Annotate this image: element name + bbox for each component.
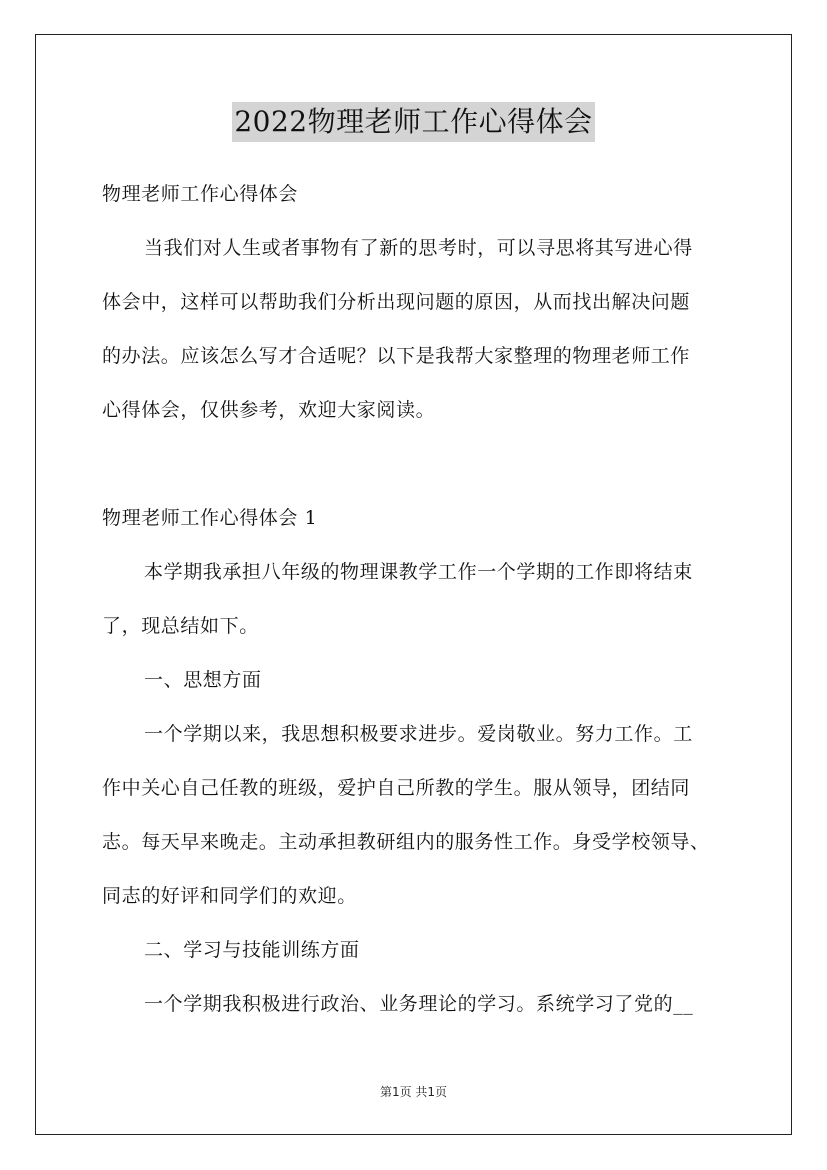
heading-thought: 一、思想方面 [144,669,262,691]
page-footer: 第1页 共1页 [379,1085,448,1099]
paragraph-line: 同志的好评和同学们的欢迎。 [102,885,357,907]
intro-line: 当我们对人生或者事物有了新的思考时，可以寻思将其写进心得 [144,237,693,259]
document-body [102,171,732,1035]
paragraph-gap [102,441,732,495]
section-line: 本学期我承担八年级的物理课教学工作一个学期的工作即将结束 [144,561,693,583]
document-title: 2022物理老师工作心得体会 [232,102,594,142]
section-title: 物理老师工作心得体会 1 [102,507,318,529]
intro-line: 的办法。应该怎么写才合适呢？以下是我帮大家整理的物理老师工作 [102,345,691,367]
intro-line: 心得体会，仅供参考，欢迎大家阅读。 [102,399,436,421]
paragraph-line: 志。每天早来晚走。主动承担教研组内的服务性工作。身受学校领导、 [102,831,710,853]
paragraph-line: 一个学期以来，我思想积极要求进步。爱岗敬业。努力工作。工 [144,723,693,745]
paragraph-line: 一个学期我积极进行政治、业务理论的学习。系统学习了党的__ [144,993,694,1015]
heading-study: 二、学习与技能训练方面 [144,939,360,961]
title-container [0,102,827,142]
section-line: 了，现总结如下。 [102,615,259,637]
document-subtitle: 物理老师工作心得体会 [102,183,299,205]
paragraph-line: 作中关心自己任教的班级，爱护自己所教的学生。服从领导，团结同 [102,777,691,799]
intro-line: 体会中，这样可以帮助我们分析出现问题的原因，从而找出解决问题 [102,291,691,313]
